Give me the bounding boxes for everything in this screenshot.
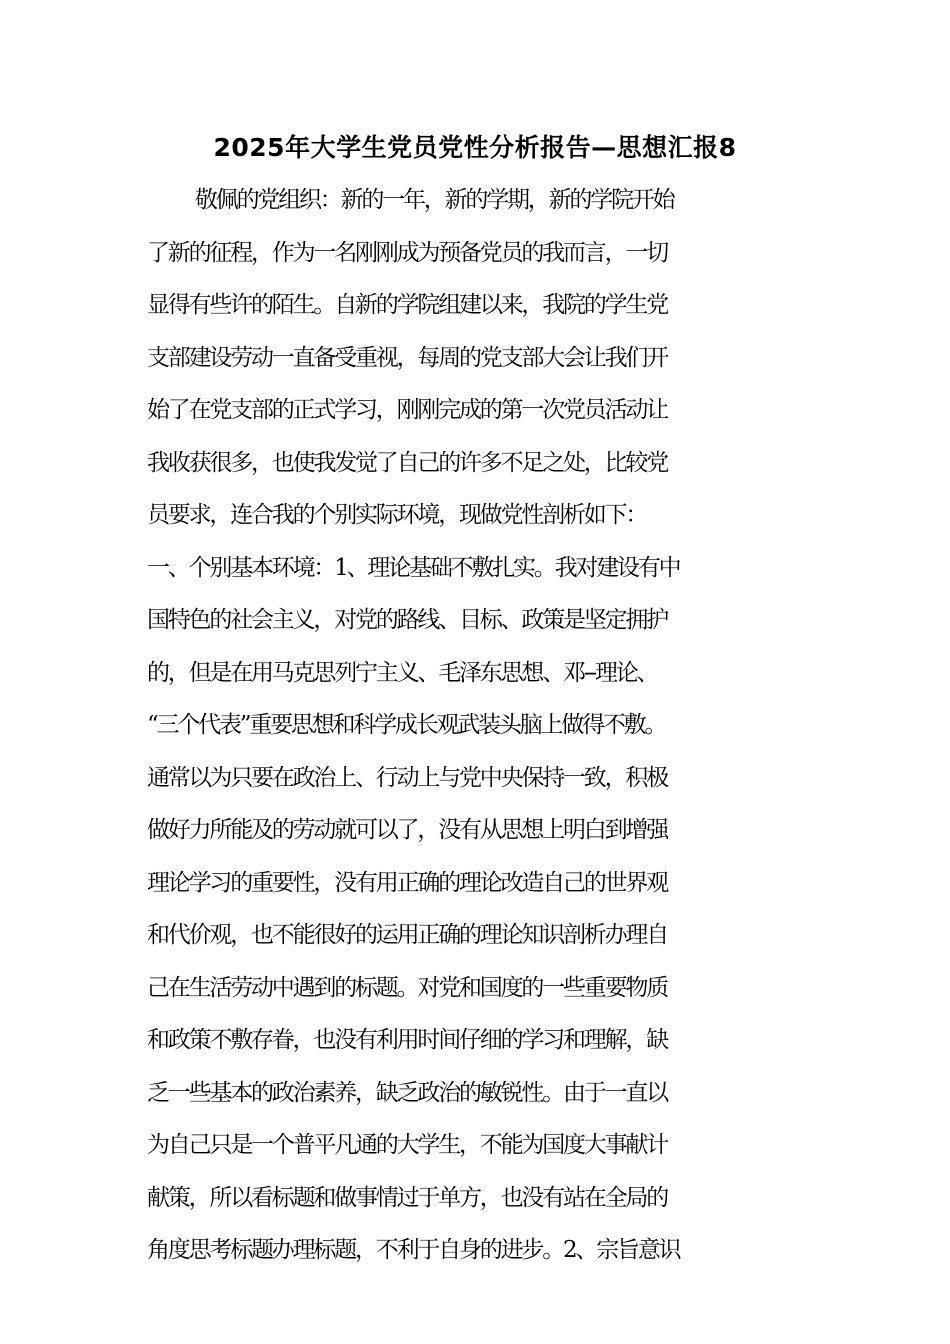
body-line: 己在生活劳动中遇到的标题。对党和国度的一些重要物质	[147, 974, 668, 1001]
body-line: 通常以为只要在政治上、行动上与党中央保持一致，积极	[147, 764, 668, 791]
body-line: 显得有些许的陌生。自新的学院组建以来，我院的学生党	[147, 292, 668, 318]
body-line: 和政策不敷存眷，也没有利用时间仔细的学习和理解，缺	[147, 1027, 668, 1053]
body-line: 的，但是在用马克思列宁主义、毛泽东思想、邓--理论、	[147, 659, 658, 686]
body-line: 乏一些基本的政治素养，缺乏政治的敏锐性。由于一直以	[147, 1079, 668, 1106]
document-title: 2025年大学生党员党性分析报告—思想汇报8	[213, 133, 737, 162]
body-line: 了新的征程，作为一名刚刚成为预备党员的我而言，一切	[147, 239, 668, 266]
body-line: “三个代表”重要思想和科学成长观武装头脑上做得不敷。	[147, 712, 666, 738]
body-line: 做好力所能及的劳动就可以了，没有从思想上明白到增强	[147, 817, 668, 843]
body-line: 支部建设劳动一直备受重视，每周的党支部大会让我们开	[147, 344, 668, 371]
body-line: 敬佩的党组织：新的一年，新的学期，新的学院开始	[195, 187, 674, 213]
body-line: 我收获很多，也使我发觉了自己的许多不足之处，比较党	[147, 449, 668, 476]
body-line: 和代价观，也不能很好的运用正确的理论知识剖析办理自	[147, 922, 668, 948]
document-body	[147, 178, 807, 1281]
body-line: 理论学习的重要性，没有用正确的理论改造自己的世界观	[147, 869, 668, 896]
body-line: 一、个别基本环境：1、理论基础不敷扎实。我对建设有中	[147, 554, 680, 581]
body-line: 献策，所以看标题和做事情过于单方，也没有站在全局的	[147, 1184, 668, 1211]
body-line: 角度思考标题办理标题，不利于自身的进步。2、宗旨意识	[147, 1237, 680, 1263]
body-line: 员要求，连合我的个别实际环境，现做党性剖析如下：	[147, 502, 647, 528]
body-line: 始了在党支部的正式学习，刚刚完成的第一次党员活动让	[147, 397, 668, 423]
body-line: 国特色的社会主义，对党的路线、目标、政策是坚定拥护	[147, 607, 668, 633]
body-line: 为自己只是一个普平凡通的大学生，不能为国度大事献计	[147, 1132, 668, 1158]
